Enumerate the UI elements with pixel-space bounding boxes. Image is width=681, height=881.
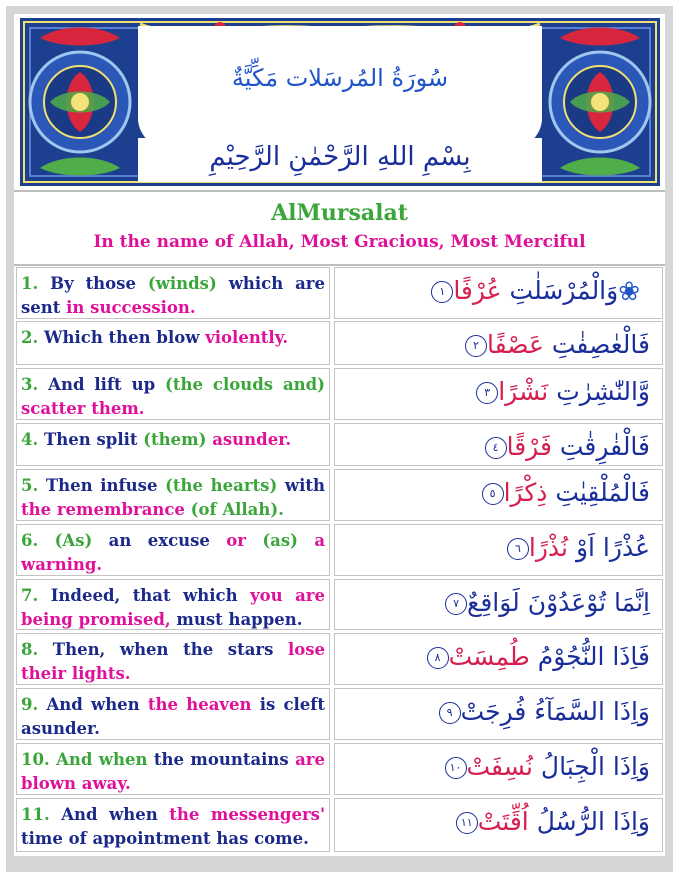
rosette-icon: ❀ [618, 277, 640, 307]
ornamental-banner [20, 18, 660, 186]
translation-segment: And when [38, 695, 148, 714]
ayah-end-marker-icon: ٤ [485, 437, 507, 459]
verse-translation [16, 633, 330, 685]
arabic-text: فَالْمُلْقِيٰتِ [555, 478, 650, 507]
verse-number: 9. [21, 695, 39, 714]
ayah-end-marker-icon: ٩ [439, 702, 461, 724]
arabic-text: عُذْرًا اَوْ [575, 533, 650, 562]
arabic-text: فَاِذَا النُّجُوْمُ [537, 642, 650, 671]
verse-row [14, 524, 665, 576]
translation-segment: lose their lights. [21, 640, 325, 683]
translation-segment: (as) [245, 531, 298, 550]
translation-segment: the heaven [147, 695, 252, 714]
verse-number: 1. [21, 274, 39, 293]
ayah-end-marker-icon: ١١ [456, 812, 478, 834]
arabic-text: وَالْمُرْسَلٰتِ [509, 276, 619, 305]
translation-segment: (the hearts) [165, 476, 278, 495]
translation-segment: And when [49, 805, 170, 824]
arabic-text-highlight: عَصْفًا [487, 330, 544, 359]
verse-row [14, 743, 665, 795]
translation-segment: or [226, 531, 246, 550]
verse-translation [16, 688, 330, 740]
translation-segment: you are being promised, [21, 586, 325, 629]
verse-number: 5. [21, 476, 39, 495]
verse-arabic [334, 798, 663, 852]
translation-segment: Then, when the stars [38, 640, 288, 659]
verse-arabic [334, 524, 663, 576]
translation-segment: the mountains [147, 750, 296, 769]
translation-segment: Indeed, that which [38, 586, 251, 605]
verse-number: 10. [21, 750, 50, 769]
verse-arabic [334, 423, 663, 466]
translation-segment: (of Allah). [184, 500, 284, 519]
arabic-text-highlight: عُرْفًا [453, 276, 502, 305]
arabic-text: وَاِذَا الْجِبَالُ [540, 752, 650, 781]
translation-segment: By those [38, 274, 148, 293]
verse-row [14, 423, 665, 466]
arabic-text: اِنَّمَا تُوْعَدُوْنَ لَوَاقِعٌ [467, 588, 650, 617]
arabic-text: وَاِذَا الرُّسُلُ [536, 807, 650, 836]
verse-translation [16, 469, 330, 521]
verse-row [14, 368, 665, 420]
ayah-end-marker-icon: ٥ [482, 483, 504, 505]
arabic-text: فَالْفٰرِقٰتِ [559, 432, 650, 461]
translation-segment: are blown away. [21, 750, 325, 793]
verse-row [14, 633, 665, 685]
verse-translation [16, 321, 330, 365]
arabic-text-highlight: نَشْرًا [498, 377, 549, 406]
arabic-text: وَاِذَا السَّمَآءُ فُرِجَتْ [460, 697, 650, 726]
ayah-end-marker-icon: ٣ [476, 382, 498, 404]
translation-segment: which are sent [21, 274, 325, 317]
translation-segment: the remembrance [21, 500, 185, 519]
verse-arabic [334, 743, 663, 795]
verse-translation [16, 798, 330, 852]
surah-name-arabic: سُورَةُ المُرسَلات مَكِّيَّةٌ [231, 64, 449, 92]
translation-segment: in succession. [66, 298, 196, 317]
arabic-text-highlight: نُسِفَتْ [466, 752, 533, 781]
translation-segment: (the clouds and) [165, 375, 325, 394]
page-subtitle: In the name of Allah, Most Gracious, Most Merciful [93, 232, 586, 252]
translation-segment: And lift up [38, 375, 166, 394]
ayah-end-marker-icon: ١٠ [445, 757, 467, 779]
translation-segment: the messengers' [169, 805, 326, 824]
ayah-end-marker-icon: ٢ [465, 335, 487, 357]
verse-translation [16, 524, 330, 576]
verse-row [14, 321, 665, 365]
verse-arabic [334, 368, 663, 420]
translation-segment: scatter them. [21, 399, 145, 418]
ayah-end-marker-icon: ٦ [507, 538, 529, 560]
arabic-text-highlight: ذِكْرًا [503, 478, 548, 507]
verse-row [14, 579, 665, 630]
translation-segment: (them) [143, 430, 207, 449]
arabic-text-highlight: اُقِّتَتْ [477, 807, 529, 836]
verse-arabic [334, 688, 663, 740]
verse-row [14, 798, 665, 852]
translation-segment: (As) [38, 531, 93, 550]
translation-segment: violently. [205, 328, 289, 347]
verse-arabic [334, 579, 663, 630]
verse-translation [16, 423, 330, 466]
arabic-text-highlight: طُمِسَتْ [448, 642, 530, 671]
verse-number: 2. [21, 328, 39, 347]
bismillah-arabic: بِسْمِ اللهِ الرَّحْمٰنِ الرَّحِيْمِ [209, 142, 471, 172]
verse-row [14, 469, 665, 521]
translation-segment: And when [49, 750, 148, 769]
verse-number: 3. [21, 375, 39, 394]
verse-row [14, 688, 665, 740]
translation-segment: asunder. [212, 430, 292, 449]
verse-translation [16, 743, 330, 795]
translation-segment: Then split [38, 430, 144, 449]
verse-number: 4. [21, 430, 39, 449]
ayah-end-marker-icon: ٨ [427, 647, 449, 669]
verse-number: 7. [21, 586, 39, 605]
translation-segment: time of appointment has come. [21, 829, 309, 848]
arabic-text-highlight: فَرْقًا [506, 432, 552, 461]
verse-number: 8. [21, 640, 39, 659]
verse-row [14, 267, 665, 319]
verse-translation [16, 368, 330, 420]
page-title: AlMursalat [271, 200, 408, 226]
verse-translation [16, 267, 330, 319]
verse-number: 6. [21, 531, 39, 550]
verse-arabic [334, 267, 663, 319]
verse-number: 11. [21, 805, 50, 824]
verse-arabic [334, 633, 663, 685]
ayah-end-marker-icon: ١ [431, 281, 453, 303]
translation-segment: is cleft asunder. [21, 695, 325, 738]
ayah-end-marker-icon: ٧ [445, 593, 467, 615]
translation-segment: Which then blow [38, 328, 206, 347]
arabic-text-highlight: نُذْرًا [528, 533, 569, 562]
verse-arabic [334, 469, 663, 521]
translation-segment: with [277, 476, 325, 495]
arabic-text: وَّالنّٰشِرٰتِ [556, 377, 650, 406]
translation-segment: an excuse [92, 531, 227, 550]
verse-arabic [334, 321, 663, 365]
verse-translation [16, 579, 330, 630]
translation-segment: (winds) [147, 274, 217, 293]
arabic-text: فَالْعٰصِفٰتِ [551, 330, 650, 359]
translation-segment: Then infuse [38, 476, 166, 495]
translation-segment: a warning. [21, 531, 326, 574]
translation-segment [298, 531, 314, 550]
translation-segment: must happen. [170, 610, 303, 629]
